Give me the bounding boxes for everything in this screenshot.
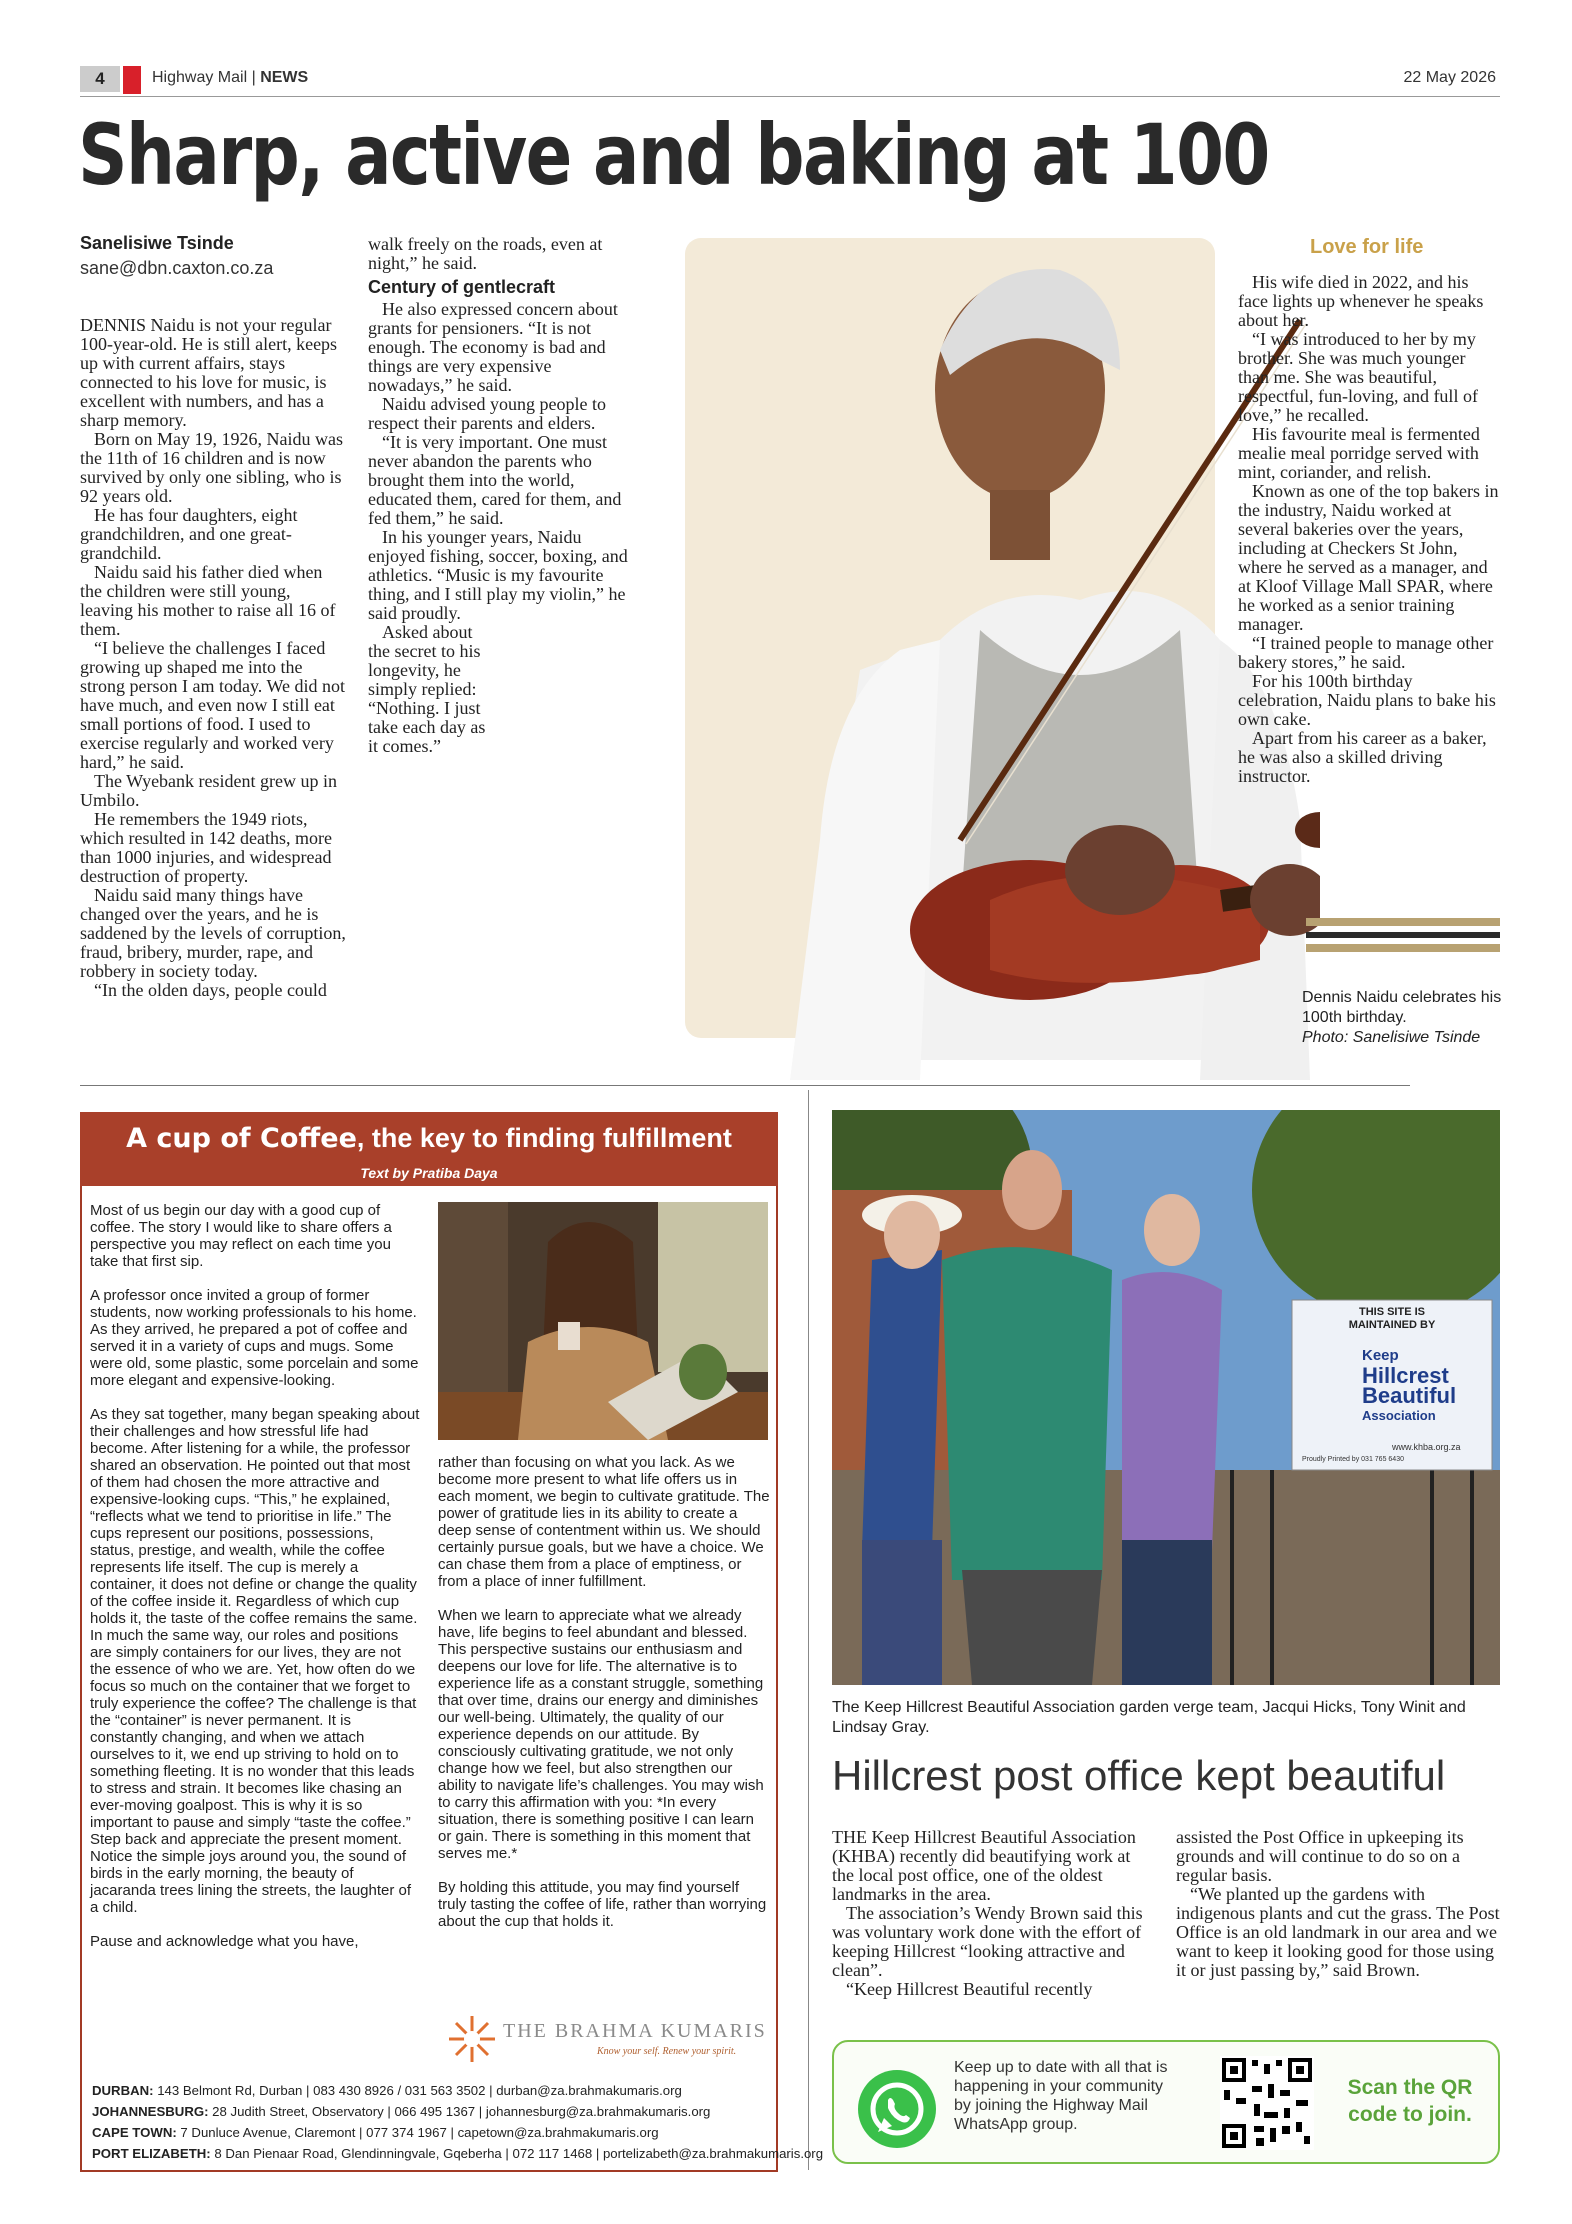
paragraph: As they sat together, many began speaking about their challenges and how stressful life had become. After listening for a while, the professor shared an observation. He pointed out that most of them had chosen the more attractive and expensive-looking cups. “This,” he explained, “reflects what we tend to prioritise in life.” The cups represent our positions, possessions, status, prestige, and wealth, while the coffee represents life itself. The cup is merely a container, it does not define or change the quality of the coffee inside it. Regardless of which cup holds it, the taste of the coffee remains the same. In much the same way, our roles and positions are simply containers for our lives, they are not the essence of who we are. Yet, how often do we focus so much on the container that we forget to truly experience the coffee? The challenge is that the “container” is never permanent. It is constantly changing, and when we attach ourselves to it, we end up striving to hold on to something fleeting. It is no wonder that this leads to stress and strain. It becomes like chasing an ever-moving goalpost. This is why it is so important to pause and simply “taste the coffee.” Step back and appreciate the present moment. Notice the simple joys around you, the sound of birds in the early morning, the beauty of jacaranda trees lining the streets, the laughter of a child. xyxy=(90,1406,420,1916)
whatsapp-text: Keep up to date with all that is happening in your community by joining the Highway Mail WhatsApp group. xyxy=(954,2059,1168,2133)
subheading-love-for-life: Love for life xyxy=(1310,236,1424,258)
paragraph: He remembers the 1949 riots, which resulted in 142 deaths, more than 1000 injuries, and widespread destruction of property. xyxy=(80,809,332,886)
paragraph: “I was introduced to her by my brother. She was much younger than me. She was beautiful, respectful, fun-loving, and full of love,” he recalled. xyxy=(1238,329,1478,425)
subheading: Century of gentlecraft xyxy=(368,277,556,297)
section-marker xyxy=(123,66,141,94)
coffee-column-1 xyxy=(90,1202,420,1950)
author-email[interactable]: sane@dbn.caxton.co.za xyxy=(80,258,274,278)
paragraph: Apart from his career as a baker, he was also a skilled driving instructor. xyxy=(1238,728,1487,786)
paragraph: Naidu said many things have changed over the years, and he is saddened by the levels of corruption, fraud, bribery, murder, rape, and robbery in society today. xyxy=(80,885,346,981)
woman-coffee-photo xyxy=(438,1202,768,1440)
column-divider xyxy=(808,1090,809,2170)
paragraph: When we learn to appreciate what we already have, life begins to feel abundant and blessed. This perspective sustains our enthusiasm and deepens our love for life. The alternative is to experience life as a constant struggle, something that over time, drains our energy and diminishes our well-being. Ultimately, the quality of our experience depends on our attitude. By consciously cultivating gratitude, we not only change how we feel, but also strengthen our ability to navigate life’s challenges. You may wish to carry this affirmation with you: *In every situation, there is something positive I can learn or gain. There is something in this moment that serves me.* xyxy=(438,1607,764,1862)
paragraph: Born on May 19, 1926, Naidu was the 11th of 16 children and is now survived by only one sibling, who is 92 years old. xyxy=(80,429,343,506)
paragraph: Known as one of the top bakers in the industry, Naidu worked at several bakeries over the years, including at Checkers St John, where he served as a manager, and at Kloof Village Mall SPAR, where he worked as a senior training manager. xyxy=(1238,481,1499,634)
photo-caption: Dennis Naidu celebrates his 100th birthday. Photo: Sanelisiwe Tsinde xyxy=(1302,989,1502,1046)
sign-text: www.khba.org.za xyxy=(1392,1442,1461,1452)
contact-addresses xyxy=(92,2080,823,2164)
sign-text: MAINTAINED BY xyxy=(1348,1319,1436,1331)
address-line: CAPE TOWN: 7 Dunluce Avenue, Claremont | 077 374 1967 | capetown@za.brahmakumaris.org xyxy=(92,2125,659,2140)
section-divider xyxy=(80,1085,1410,1086)
paragraph: Naidu advised young people to respect their parents and elders. xyxy=(368,394,606,433)
header-rule xyxy=(80,96,1500,97)
paragraph: Naidu said his father died when the children were still young, leaving his mother to raise all 16 of them. xyxy=(80,562,336,639)
coffee-column-2 xyxy=(438,1454,770,1930)
paragraph: He also expressed concern about grants for pensioners. “It is not enough. The economy is bad and things are very expensive nowadays,” he said. xyxy=(368,299,618,395)
paragraph: Pause and acknowledge what you have, xyxy=(90,1933,359,1950)
hillcrest-column-2 xyxy=(1176,1828,1502,1980)
paragraph: walk freely on the roads, even at night,” he said. xyxy=(368,234,603,273)
sign-text: Beautiful xyxy=(1362,1383,1457,1408)
paragraph: A professor once invited a group of former students, now working professionals to his home. As they arrived, he prepared a pot of coffee and served it in a variety of cups and mugs. Some were old, some plastic, some porcelain and some more elegant and expensive-looking. xyxy=(90,1287,419,1389)
paragraph: assisted the Post Office in upkeeping its grounds and will continue to do so on a regular basis. xyxy=(1176,1827,1464,1885)
address-line: DURBAN: 143 Belmont Rd, Durban | 083 430 8926 / 031 563 3502 | durban@za.brahmakumaris.org xyxy=(92,2083,682,2098)
paragraph: “It is very important. One must never abandon the parents who brought them into the world, educated them, cared for them, and fed them,” he said. xyxy=(368,432,622,528)
hillcrest-column-1 xyxy=(832,1828,1150,1999)
paragraph: “I trained people to manage other bakery stores,” he said. xyxy=(1238,633,1494,672)
author-name: Sanelisiwe Tsinde xyxy=(80,233,234,253)
violinist-photo xyxy=(560,200,1320,1090)
headline: Sharp, active and baking at 100 xyxy=(78,106,1269,204)
whatsapp-icon xyxy=(858,2070,936,2148)
decor-bar xyxy=(1306,932,1500,938)
paragraph: The association’s Wendy Brown said this was voluntary work done with the effort of keeping Hillcrest “looking attractive and clean”. xyxy=(832,1903,1143,1980)
paragraph: His favourite meal is fermented mealie meal porridge served with mint, coriander, and relish. xyxy=(1238,424,1480,482)
paragraph: “We planted up the gardens with indigenous plants and cut the grass. The Post Office is an old landmark in our area and we want to keep it looking good for those using it or just passing by,” said Brown. xyxy=(1176,1884,1500,1980)
coffee-byline: Text by Pratiba Daya xyxy=(80,1164,778,1186)
address-line: PORT ELIZABETH: 8 Dan Pienaar Road, Glendinningvale, Gqeberha | 072 117 1468 | portelizabeth@za.brahmakumaris.org xyxy=(92,2146,824,2161)
coffee-title: A cup of Coffee, the key to finding fulfillment xyxy=(80,1112,778,1164)
paragraph: Most of us begin our day with a good cup of coffee. The story I would like to share offers a perspective you may reflect on each time you take that first sip. xyxy=(90,1202,392,1270)
article-column-3 xyxy=(1238,273,1500,786)
paragraph: DENNIS Naidu is not your regular 100-year-old. He is still alert, keeps up with current affairs, stays connected to his love for music, is excellent with numbers, and has a sharp memory. xyxy=(80,315,338,430)
photo-credit: Photo: Sanelisiwe Tsinde xyxy=(1302,1029,1481,1046)
paragraph: “In the olden days, people could xyxy=(94,980,327,1000)
hillcrest-team-photo xyxy=(832,1110,1500,1685)
sign-text: THIS SITE IS xyxy=(1358,1306,1425,1318)
page-number: 4 xyxy=(80,66,120,92)
paragraph: His wife died in 2022, and his face lights up whenever he speaks about her. xyxy=(1238,272,1484,330)
paragraph: For his 100th birthday celebration, Naidu plans to bake his own cake. xyxy=(1238,671,1496,729)
sign-text: Keep xyxy=(1362,1347,1399,1364)
article-title: Hillcrest post office kept beautiful xyxy=(832,1752,1446,1799)
sign-text: Hillcrest xyxy=(1362,1363,1449,1388)
paragraph: THE Keep Hillcrest Beautiful Association (KHBA) recently did beautifying work at the local post office, one of the oldest landmarks in the area. xyxy=(832,1827,1136,1904)
address-line: JOHANNESBURG: 28 Judith Street, Observatory | 066 495 1367 | johannesburg@za.brahmakumaris.org xyxy=(92,2104,711,2119)
scan-qr-label: Scan the QR code to join. xyxy=(1347,2076,1473,2126)
paragraph: The Wyebank resident grew up in Umbilo. xyxy=(80,771,338,810)
brahma-kumaris-logo: THE BRAHMA KUMARIS Know your self. Renew your spirit. xyxy=(447,2010,767,2070)
paragraph: In his younger years, Naidu enjoyed fishing, soccer, boxing, and athletics. “Music is my favourite thing, and I still play my violin,” he said proudly. xyxy=(368,527,628,623)
paragraph: “Keep Hillcrest Beautiful recently xyxy=(846,1979,1093,1999)
issue-date: 22 May 2026 xyxy=(1403,69,1496,86)
paragraph: Asked about the secret to his longevity, he simply replied: “Nothing. I just take each day as it comes.” xyxy=(368,622,486,756)
paragraph: By holding this attitude, you may find yourself truly tasting the coffee of life, rather than worrying about the cup that holds it. xyxy=(438,1879,767,1930)
sign-text: Proudly Printed by xyxy=(1302,1456,1360,1463)
article-column-1 xyxy=(80,316,346,1000)
sign-text: 031 765 6430 xyxy=(1361,1456,1404,1463)
sun-logo-icon xyxy=(447,2014,497,2064)
paragraph: rather than focusing on what you lack. As we become more present to what life offers us in each moment, we begin to cultivate gratitude. The power of gratitude lies in its ability to create a deep sense of contentment within us. We should certainly pursue goals, but we have a choice. We can chase them from a place of emptiness, or from a place of inner fulfillment. xyxy=(438,1454,770,1590)
decor-bar xyxy=(1306,918,1500,926)
qr-code-icon[interactable] xyxy=(1220,2056,1314,2150)
publication-name: Highway Mail | NEWS xyxy=(152,69,309,86)
sign-text: Association xyxy=(1362,1408,1436,1423)
decor-bar xyxy=(1306,944,1500,952)
paragraph: He has four daughters, eight grandchildren, and one great-grandchild. xyxy=(80,505,298,563)
photo-caption: The Keep Hillcrest Beautiful Association garden verge team, Jacqui Hicks, Tony Winit and Lindsay Gray. xyxy=(832,1699,1466,1736)
paragraph: “I believe the challenges I faced growing up shaped me into the strong person I am today. We did not have much, and even now I still eat small portions of food. I used to exercise regularly and worked very hard,” he said. xyxy=(80,638,346,772)
